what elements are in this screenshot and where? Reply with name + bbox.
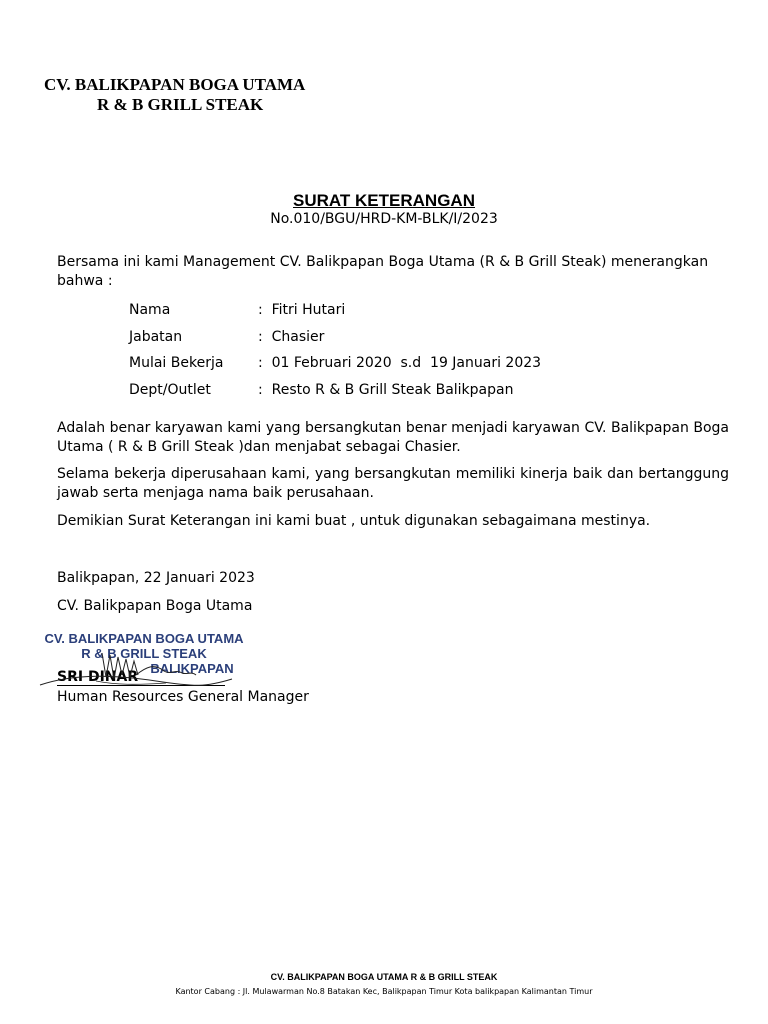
intro-line-1: Bersama ini kami Management CV. Balikpapan Boga Utama (R & B Grill Steak) menerangkan	[57, 254, 709, 270]
letter-title: SURAT KETERANGAN	[293, 191, 475, 210]
paragraph-1: Adalah benar karyawan kami yang bersangkutan benar menjadi karyawan CV. Balikpapan Boga Utama ( R & B Grill Steak )dan menjabat sebagai Chasier.	[57, 420, 729, 455]
detail-label-name: Nama	[129, 302, 171, 318]
letterhead-brand: R & B GRILL STEAK	[97, 95, 264, 114]
stamp-line-1: CV. BALIKPAPAN BOGA UTAMA	[44, 631, 244, 646]
signatory-name: SRI DINAR	[57, 669, 139, 685]
detail-label-start: Mulai Bekerja	[129, 355, 224, 371]
footer-address: Kantor Cabang : Jl. Mulawarman No.8 Batakan Kec, Balikpapan Timur Kota balikpapan Kalimantan Timur	[175, 987, 593, 996]
detail-value-dept: : Resto R & B Grill Steak Balikpapan	[258, 382, 514, 398]
footer-title: CV. BALIKPAPAN BOGA UTAMA R & B GRILL STEAK	[270, 972, 498, 982]
stamp-line-2: R & B GRILL STEAK	[81, 646, 207, 661]
letter-number: No.010/BGU/HRD-KM-BLK/I/2023	[270, 211, 498, 227]
paragraph-2: Selama bekerja diperusahaan kami, yang bersangkutan memiliki kinerja baik dan bertanggung jawab serta menjaga nama baik perusahaan.	[57, 466, 729, 501]
letterhead-company: CV. BALIKPAPAN BOGA UTAMA	[44, 75, 306, 94]
issuer: CV. Balikpapan Boga Utama	[57, 598, 253, 614]
stamp-line-3: BALIKPAPAN	[150, 661, 234, 676]
place-date: Balikpapan, 22 Januari 2023	[57, 570, 255, 586]
handwritten-signature-icon	[36, 645, 236, 695]
detail-label-position: Jabatan	[129, 329, 183, 345]
detail-label-dept: Dept/Outlet	[129, 382, 211, 398]
detail-value-start: : 01 Februari 2020 s.d 19 Januari 2023	[258, 355, 542, 371]
detail-value-position: : Chasier	[258, 329, 325, 345]
paragraph-3: Demikian Surat Keterangan ini kami buat , untuk digunakan sebagaimana mestinya.	[57, 513, 651, 529]
intro-line-2: bahwa :	[57, 273, 113, 289]
signatory-position: Human Resources General Manager	[57, 689, 309, 705]
detail-value-name: : Fitri Hutari	[258, 302, 346, 318]
